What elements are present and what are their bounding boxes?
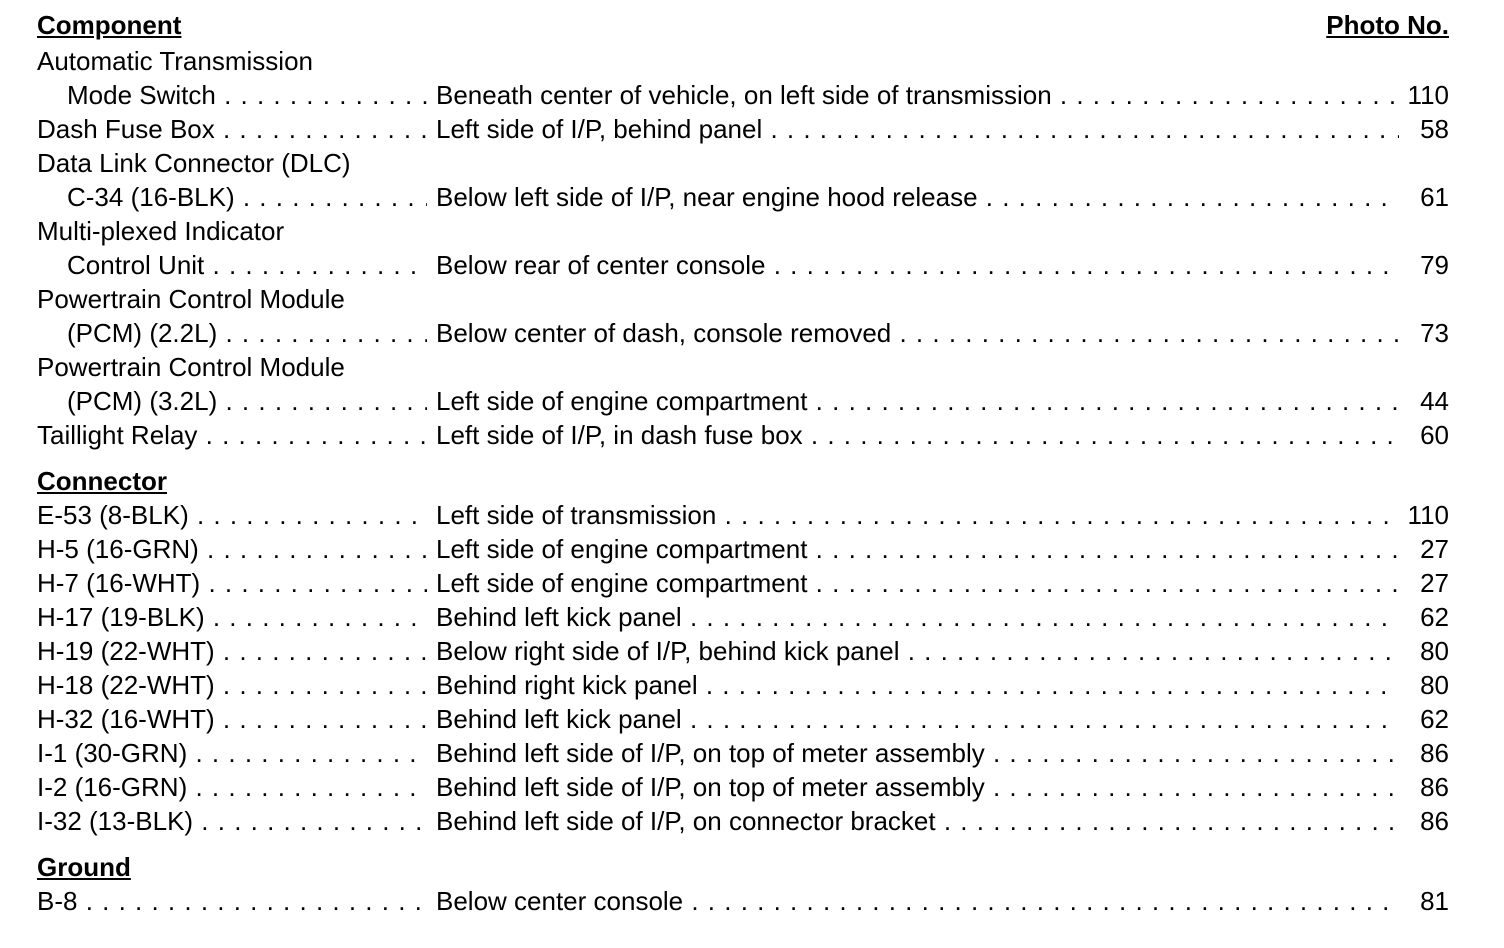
photo-number: 27 — [1399, 566, 1449, 600]
connector-name: I-32 (13-BLK) . . . — [37, 804, 427, 838]
component-name-line1: Data Link Connector (DLC) — [37, 148, 351, 178]
component-location: Left side of I/P, in dash fuse box . . . — [436, 418, 1399, 452]
component-location: Below center of dash, console removed . . . — [436, 316, 1399, 350]
photo-number: 58 — [1399, 112, 1449, 146]
table-row — [37, 702, 1449, 736]
component-name-line1: Powertrain Control Module — [37, 284, 345, 314]
component-name: (PCM) (2.2L) . . . — [37, 316, 427, 350]
connector-location: Behind left side of I/P, on top of meter assembly . . . — [436, 770, 1399, 804]
connector-name: H-7 (16-WHT) . . . — [37, 566, 427, 600]
connector-location: Behind left side of I/P, on top of meter assembly . . . — [436, 736, 1399, 770]
table-row — [37, 78, 1449, 112]
connector-location: Left side of engine compartment . . . — [436, 532, 1399, 566]
component-name-line1: Powertrain Control Module — [37, 352, 345, 382]
photo-number: 110 — [1399, 78, 1449, 112]
ground-location: Below center console . . . — [436, 884, 1399, 918]
connector-name: H-32 (16-WHT) . . . — [37, 702, 427, 736]
photo-number: 80 — [1399, 634, 1449, 668]
component-location: Left side of engine compartment . . . — [436, 384, 1399, 418]
component-name: C-34 (16-BLK) . . . — [37, 180, 427, 214]
component-heading: Component — [37, 10, 182, 40]
table-row — [37, 248, 1449, 282]
table-row — [37, 634, 1449, 668]
connector-heading: Connector — [37, 466, 167, 496]
component-location: Left side of I/P, behind panel . . . — [436, 112, 1399, 146]
locator-table — [37, 8, 1449, 918]
table-row — [37, 600, 1449, 634]
table-row — [37, 498, 1449, 532]
connector-location: Behind right kick panel . . . — [436, 668, 1399, 702]
connector-location: Behind left kick panel . . . — [436, 702, 1399, 736]
component-location: Below left side of I/P, near engine hood release . . . — [436, 180, 1399, 214]
table-row — [37, 316, 1449, 350]
component-name-line1: Automatic Transmission — [37, 46, 313, 76]
table-row — [37, 180, 1449, 214]
connector-name: H-19 (22-WHT) . . . — [37, 634, 427, 668]
connector-location: Left side of engine compartment . . . — [436, 566, 1399, 600]
connector-name: H-5 (16-GRN) . . . — [37, 532, 427, 566]
connector-location: Left side of transmission . . . — [436, 498, 1399, 532]
component-name: Taillight Relay . . . — [37, 418, 427, 452]
table-row — [37, 532, 1449, 566]
connector-location: Below right side of I/P, behind kick panel . . . — [436, 634, 1399, 668]
photo-number: 61 — [1399, 180, 1449, 214]
table-row — [37, 736, 1449, 770]
photo-number: 73 — [1399, 316, 1449, 350]
photo-number: 86 — [1399, 804, 1449, 838]
component-name: Mode Switch . . . — [37, 78, 427, 112]
photo-number: 86 — [1399, 770, 1449, 804]
table-row — [37, 804, 1449, 838]
connector-name: I-2 (16-GRN) . . . — [37, 770, 427, 804]
connector-name: H-18 (22-WHT) . . . — [37, 668, 427, 702]
connector-name: E-53 (8-BLK) . . . — [37, 498, 427, 532]
table-row — [37, 112, 1449, 146]
table-row — [37, 668, 1449, 702]
component-location: Below rear of center console . . . — [436, 248, 1399, 282]
photo-number: 80 — [1399, 668, 1449, 702]
table-row — [37, 770, 1449, 804]
photo-number: 44 — [1399, 384, 1449, 418]
connector-name: I-1 (30-GRN) . . . — [37, 736, 427, 770]
table-row — [37, 418, 1449, 452]
component-location: Beneath center of vehicle, on left side of transmission . . . — [436, 78, 1399, 112]
photo-number: 110 — [1399, 498, 1449, 532]
photo-number: 86 — [1399, 736, 1449, 770]
component-name-line1: Multi-plexed Indicator — [37, 216, 285, 246]
photo-number: 79 — [1399, 248, 1449, 282]
table-header — [37, 8, 1449, 44]
photo-number: 27 — [1399, 532, 1449, 566]
connector-name: H-17 (19-BLK) . . . — [37, 600, 427, 634]
component-name: Dash Fuse Box . . . — [37, 112, 427, 146]
component-name: Control Unit . . . — [37, 248, 427, 282]
photo-number: 62 — [1399, 702, 1449, 736]
connector-location: Behind left kick panel . . . — [436, 600, 1399, 634]
photo-number: 62 — [1399, 600, 1449, 634]
component-name: (PCM) (3.2L) . . . — [37, 384, 427, 418]
ground-name: B-8 . . . — [37, 884, 427, 918]
table-row — [37, 384, 1449, 418]
table-row — [37, 566, 1449, 600]
photo-no-heading: Photo No. — [1326, 10, 1449, 40]
photo-number: 81 — [1399, 884, 1449, 918]
photo-number: 60 — [1399, 418, 1449, 452]
connector-location: Behind left side of I/P, on connector bracket . . . — [436, 804, 1399, 838]
table-row — [37, 884, 1449, 918]
ground-heading: Ground — [37, 852, 131, 882]
